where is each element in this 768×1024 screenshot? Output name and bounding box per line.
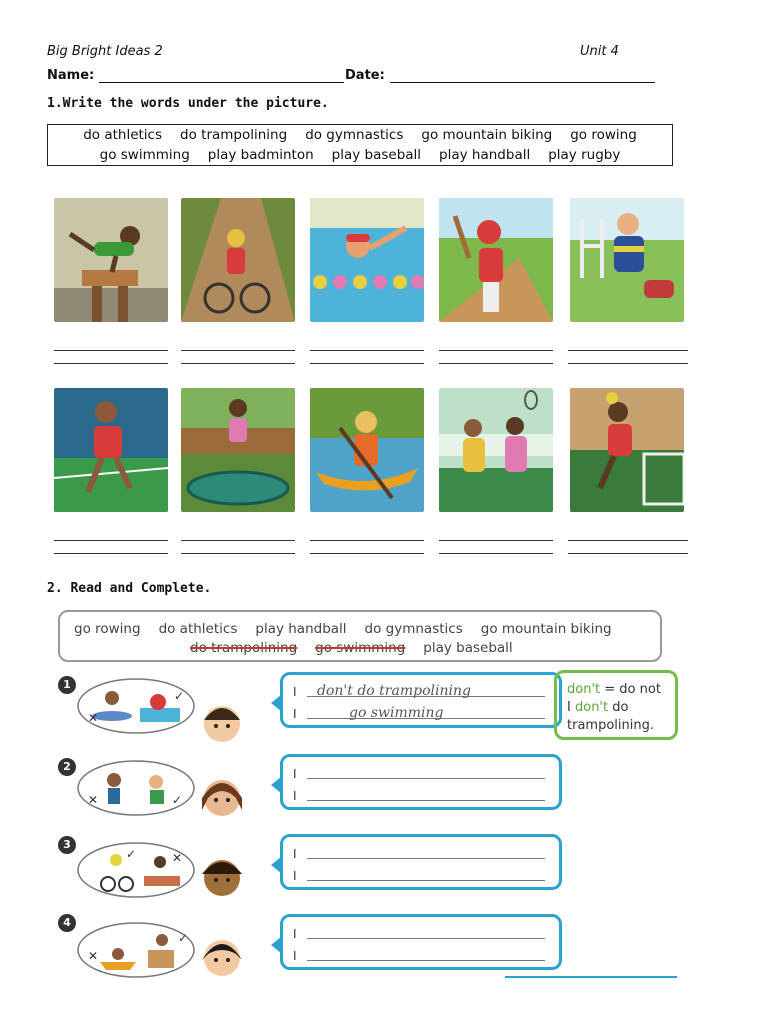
svg-text:✓: ✓ — [174, 689, 185, 703]
item-number: 2 — [58, 758, 76, 776]
unit-label: Unit 4 — [580, 44, 619, 59]
word: do athletics — [83, 127, 163, 143]
answer-line-5[interactable] — [568, 344, 688, 364]
picture-gymnastics — [54, 198, 168, 322]
picture-handball — [570, 388, 684, 512]
thought-bubble-4 — [76, 920, 200, 980]
word-box — [47, 124, 673, 166]
child-face-2 — [196, 770, 248, 822]
exercise2-title: 2. Read and Complete. — [47, 581, 212, 596]
svg-text:✕: ✕ — [88, 949, 99, 963]
thought-bubble-2 — [76, 758, 200, 818]
date-label: Date: — [345, 68, 385, 83]
answer-line-9[interactable] — [439, 534, 553, 554]
answer-bubble-4 — [280, 914, 562, 970]
svg-text:✓: ✓ — [126, 847, 137, 861]
word-box-row1 — [48, 127, 672, 143]
answer-line[interactable]: I go swimming — [293, 703, 551, 721]
answer-line-3[interactable] — [310, 344, 424, 364]
picture-rowing — [310, 388, 424, 512]
answer-line[interactable]: I — [293, 865, 551, 883]
footer-rule — [505, 976, 677, 978]
picture-trampolining — [181, 388, 295, 512]
word-bank — [58, 610, 662, 662]
answer-line-4[interactable] — [439, 344, 553, 364]
answer-line-1[interactable] — [54, 344, 168, 364]
name-row — [47, 64, 344, 83]
child-face-3 — [196, 850, 248, 902]
answer-line[interactable]: I — [293, 945, 551, 963]
bank-word: play handball — [255, 621, 347, 637]
answer-bubble-1 — [280, 672, 562, 728]
picture-swimming — [310, 198, 424, 322]
answer-line[interactable]: I don't do trampolining — [293, 681, 551, 699]
thought-bubble-1 — [76, 676, 200, 736]
date-row — [345, 64, 655, 83]
bank-word-used: do trampolining — [190, 640, 298, 656]
bank-word: do gymnastics — [364, 621, 463, 637]
answer-line[interactable]: I — [293, 763, 551, 781]
example-answer: go swimming — [349, 705, 444, 721]
svg-text:✕: ✕ — [88, 711, 99, 725]
answer-line-8[interactable] — [310, 534, 424, 554]
thought-bubble-3 — [76, 840, 200, 900]
bank-word-used: go swimming — [315, 640, 406, 656]
bank-word: play baseball — [423, 640, 513, 656]
item-number: 3 — [58, 836, 76, 854]
word: go mountain biking — [421, 127, 553, 143]
answer-line-7[interactable] — [181, 534, 295, 554]
name-label: Name: — [47, 68, 95, 83]
svg-text:✓: ✓ — [172, 793, 183, 807]
answer-line[interactable]: I — [293, 923, 551, 941]
word: play handball — [439, 147, 531, 163]
book-title: Big Bright Ideas 2 — [47, 44, 163, 59]
answer-line[interactable]: I — [293, 843, 551, 861]
answer-bubble-3 — [280, 834, 562, 890]
answer-line[interactable]: I — [293, 785, 551, 803]
picture-rugby — [570, 198, 684, 322]
answer-bubble-2 — [280, 754, 562, 810]
svg-text:✕: ✕ — [88, 793, 99, 807]
date-line[interactable] — [390, 70, 655, 83]
answer-line-2[interactable] — [181, 344, 295, 364]
grammar-note: don't = do not I don't do trampolining. — [554, 670, 678, 740]
word-box-row2 — [48, 147, 672, 163]
word: do gymnastics — [305, 127, 404, 143]
bank-word: go mountain biking — [480, 621, 612, 637]
word: play rugby — [548, 147, 621, 163]
example-answer: don't do trampolining — [317, 683, 471, 699]
word: play baseball — [331, 147, 422, 163]
picture-badminton — [439, 388, 553, 512]
svg-text:✕: ✕ — [172, 851, 183, 865]
svg-text:✓: ✓ — [178, 931, 189, 945]
exercise1-title: 1.Write the words under the picture. — [47, 96, 329, 111]
word-bank-row2 — [190, 640, 513, 656]
answer-line-6[interactable] — [54, 534, 168, 554]
picture-baseball — [439, 198, 553, 322]
child-face-4 — [196, 930, 248, 982]
word: go rowing — [570, 127, 637, 143]
bank-word: go rowing — [74, 621, 141, 637]
item-number: 4 — [58, 914, 76, 932]
answer-line-10[interactable] — [568, 534, 688, 554]
bank-word: do athletics — [158, 621, 238, 637]
word: play badminton — [207, 147, 314, 163]
word: go swimming — [99, 147, 190, 163]
picture-mountain-biking — [181, 198, 295, 322]
word: do trampolining — [180, 127, 288, 143]
child-face-1 — [196, 696, 248, 748]
name-line[interactable] — [99, 70, 344, 83]
word-bank-row1 — [74, 621, 612, 637]
picture-athletics — [54, 388, 168, 512]
item-number: 1 — [58, 676, 76, 694]
